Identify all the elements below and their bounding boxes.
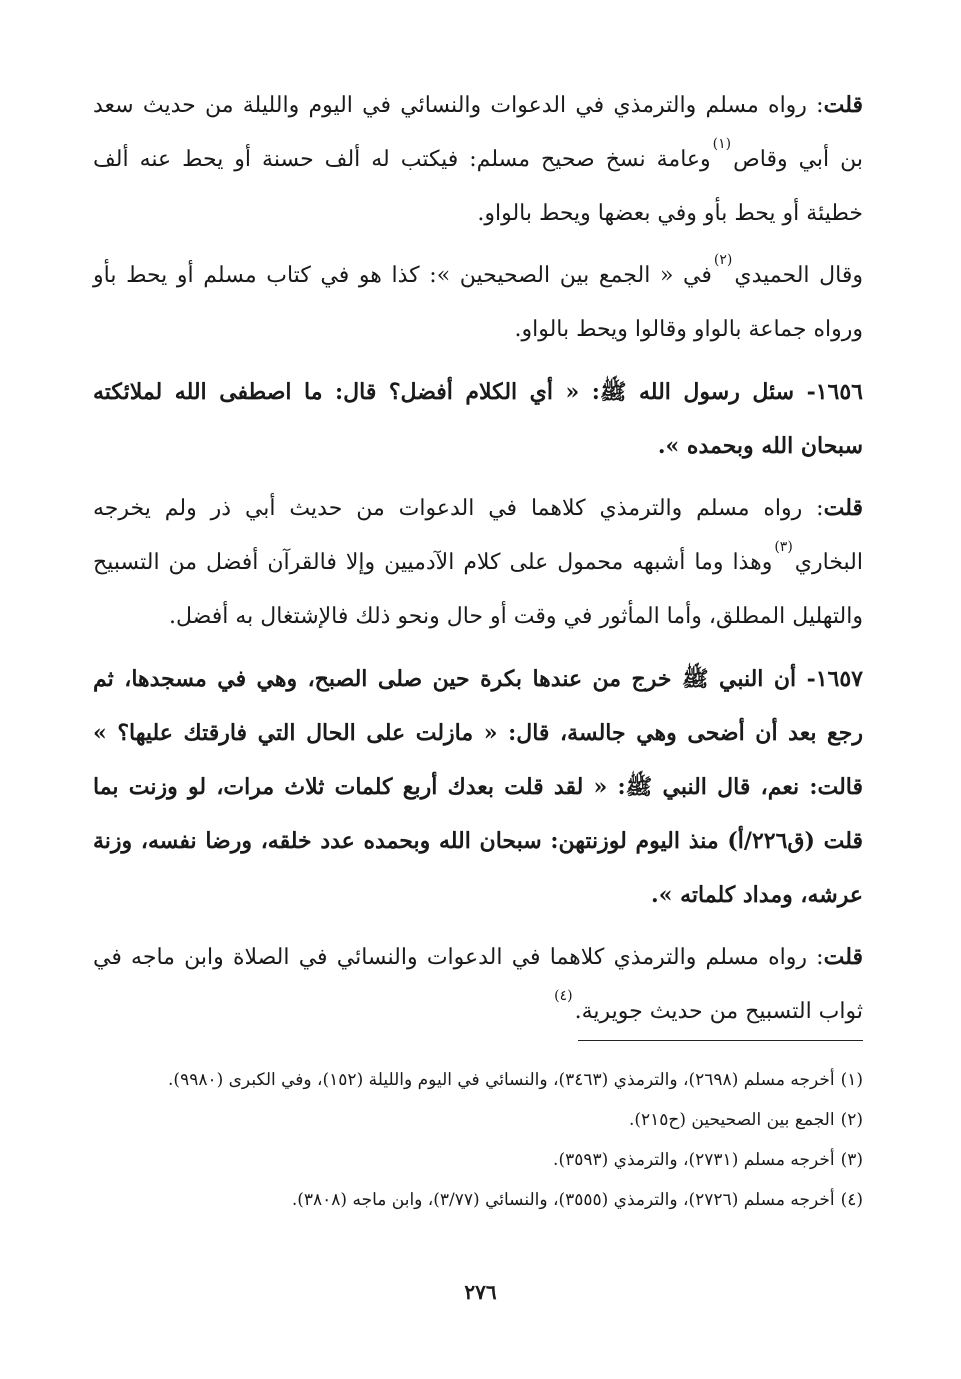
footnote-number: (١) <box>840 1070 863 1090</box>
paragraph-text: وهذا وما أشبهه محمول على كلام الآدميين وإلا فالقرآن أفضل من التسبيح والتهليل المطلق، وأما المأثور في وقت أو حال ونحو ذلك فالإشتغال به أفضل. <box>93 550 863 629</box>
paragraph-text: : رواه مسلم والترمذي كلاهما في الدعوات من حديث أبي ذر ولم يخرجه البخاري <box>93 496 863 575</box>
footnote-1 <box>83 1060 863 1100</box>
paragraph-text: وعامة نسخ صحيح مسلم: فيكتب له ألف حسنة أو يحط عنه ألف خطيئة أو يحط بأو وفي بعضها ويحط بالواو. <box>93 147 863 226</box>
paragraph-text: : رواه مسلم والترمذي كلاهما في الدعوات والنسائي في الصلاة وابن ماجه في ثواب التسبيح من حديث جويرية. <box>93 945 863 1024</box>
paragraph-humaydi <box>93 249 863 357</box>
page-body <box>93 78 863 1047</box>
footnote-3 <box>83 1140 863 1180</box>
footnote-text: أخرجه مسلم (٢٧٣١)، والترمذي (٣٥٩٣). <box>553 1150 835 1170</box>
footnote-ref-3[interactable]: (٣) <box>774 539 793 555</box>
paragraph-text: في « الجمع بين الصحيحين »: كذا هو في كتاب مسلم أو يحط بأو ورواه جماعة بالواو وقالوا ويحط بالواو. <box>93 263 863 342</box>
footnote-2 <box>83 1100 863 1140</box>
paragraph-comment-1 <box>93 78 863 241</box>
hadith-1656: ١٦٥٦- سئل رسول الله ﷺ: « أي الكلام أفضل؟ قال: ما اصطفى الله لملائكته سبحان الله وبحمده ». <box>93 379 863 459</box>
footnote-text: أخرجه مسلم (٢٧٢٦)، والترمذي (٣٥٥٥)، والنسائي (٣/٧٧)، وابن ماجه (٣٨٠٨). <box>291 1190 835 1210</box>
footnote-number: (٢) <box>840 1110 863 1130</box>
page-number: ٢٧٦ <box>464 1280 497 1304</box>
footnote-ref-1[interactable]: (١) <box>712 136 732 152</box>
footnote-ref-2[interactable]: (٢) <box>713 252 733 268</box>
footnote-text: الجمع بين الصحيحين (ح٢١٥). <box>628 1110 835 1130</box>
footnotes <box>83 1060 863 1220</box>
hadith-1657: ١٦٥٧- أن النبي ﷺ خرج من عندها بكرة حين صلى الصبح، وهي في مسجدها، ثم رجع بعد أن أضحى وهي جالسة، قال: « مازلت على الحال التي فارقتك عليها؟ » قالت: نعم، قال النبي ﷺ: « لقد قلت بعدك أربع كلمات ثلاث مرات، لو وزنت بما قلت (ق٢٢٦/أ) منذ اليوم لوزنتهن: سبحان الله وبحمده عدد خلقه، ورضا نفسه، وزنة عرشه، ومداد كلماته ». <box>93 666 863 908</box>
comment-lead: قلت <box>823 944 863 970</box>
paragraph-comment-3 <box>93 930 863 1039</box>
paragraph-comment-2 <box>93 481 863 644</box>
paragraph-text: وقال الحميدي <box>734 263 863 288</box>
comment-lead: قلت <box>823 92 863 118</box>
comment-lead: قلت <box>823 495 863 521</box>
footnote-number: (٣) <box>840 1150 863 1170</box>
paragraph-text: : رواه مسلم والترمذي في الدعوات والنسائي في اليوم والليلة من حديث سعد بن أبي وقاص <box>93 93 863 172</box>
footnote-text: أخرجه مسلم (٢٦٩٨)، والترمذي (٣٤٦٣)، والنسائي في اليوم والليلة (١٥٢)، وفي الكبرى (٩٩٨٠). <box>168 1070 835 1090</box>
footnote-4 <box>83 1180 863 1220</box>
footnote-divider <box>578 1040 863 1041</box>
footnote-number: (٤) <box>840 1190 863 1210</box>
footnote-ref-4[interactable]: (٤) <box>554 988 573 1004</box>
